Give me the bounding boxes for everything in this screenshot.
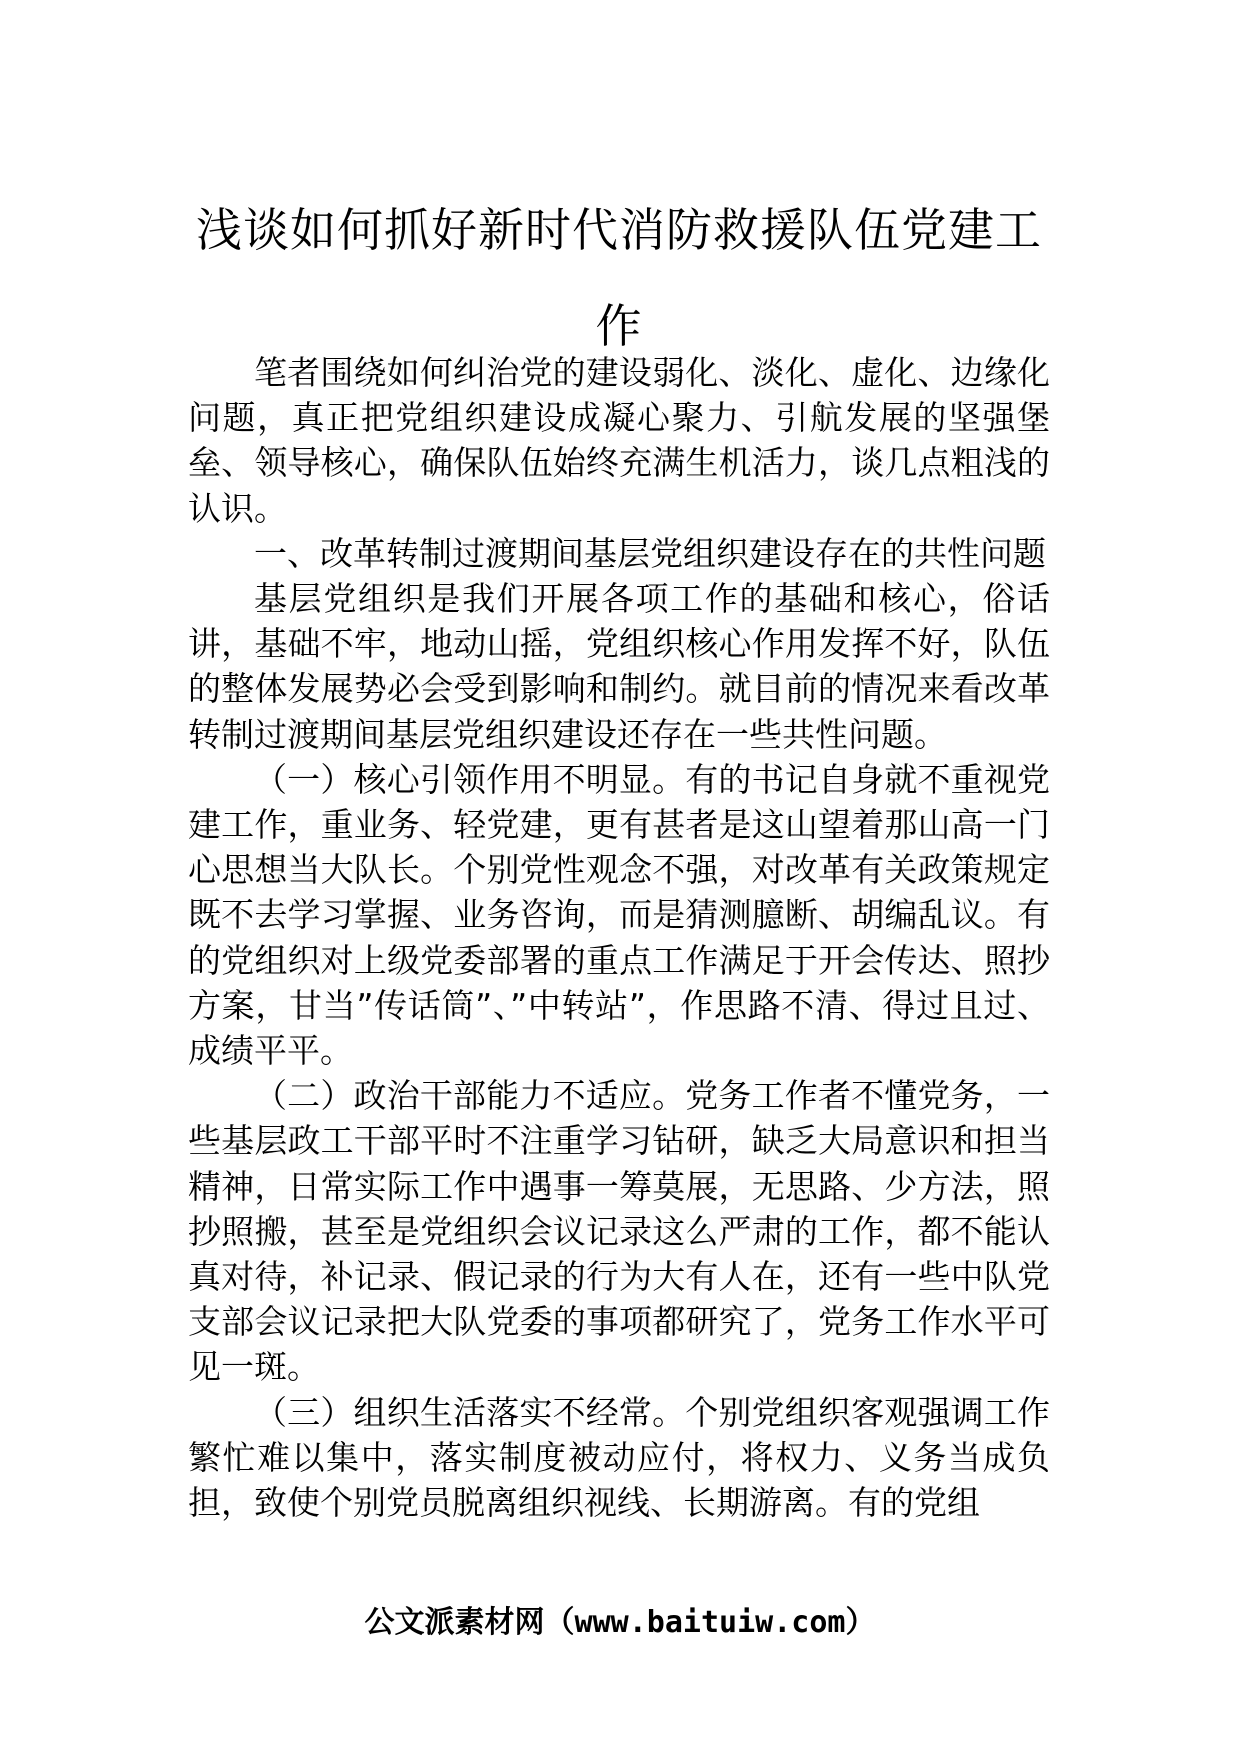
paragraph-intro: 笔者围绕如何纠治党的建设弱化、淡化、虚化、边缘化问题，真正把党组织建设成凝心聚力、引航发展的坚强堡垒、领导核心，确保队伍始终充满生机活力，谈几点粗浅的认识。 bbox=[188, 353, 1050, 528]
paragraph-item-1: （一）核心引领作用不明显。有的书记自身就不重视党建工作，重业务、轻党建，更有甚者是这山望着那山高一门心思想当大队长。个别党性观念不强，对改革有关政策规定既不去学习掌握、业务咨询，而是猜测臆断、胡编乱议。有的党组织对上级党委部署的重点工作满足于开会传达、照抄方案，甘当”传话筒”、”中转站”，作思路不清、得过且过、成绩平平。 bbox=[188, 759, 1050, 1071]
section-heading-1: 一、改革转制过渡期间基层党组织建设存在的共性问题 bbox=[254, 533, 1046, 573]
document-title: 浅谈如何抓好新时代消防救援队伍党建工作 bbox=[196, 203, 1042, 353]
footer-site-name: 公文派素材网 bbox=[364, 1605, 545, 1640]
footer-watermark bbox=[0, 1603, 1240, 1643]
paragraph-item-3: （三）组织生活落实不经常。个别党组织客观强调工作繁忙难以集中，落实制度被动应付，将权力、义务当成负担，致使个别党员脱离组织视线、长期游离。有的党组 bbox=[188, 1392, 1050, 1523]
paragraph-item-2: （二）政治干部能力不适应。党务工作者不懂党务，一些基层政工干部平时不注重学习钻研，缺乏大局意识和担当精神，日常实际工作中遇事一筹莫展，无思路、少方法，照抄照搬，甚至是党组织会议记录这么严肃的工作，都不能认真对待，补记录、假记录的行为大有人在，还有一些中队党支部会议记录把大队党委的事项都研究了，党务工作水平可见一斑。 bbox=[188, 1076, 1050, 1387]
footer-url: （www.baituiw.com） bbox=[544, 1605, 876, 1640]
document-body bbox=[188, 350, 1050, 1525]
paragraph-section-1: 基层党组织是我们开展各项工作的基础和核心，俗话讲，基础不牢，地动山摇，党组织核心作用发挥不好，队伍的整体发展势必会受到影响和制约。就目前的情况来看改革转制过渡期间基层党组织建设还存在一些共性问题。 bbox=[188, 579, 1050, 754]
